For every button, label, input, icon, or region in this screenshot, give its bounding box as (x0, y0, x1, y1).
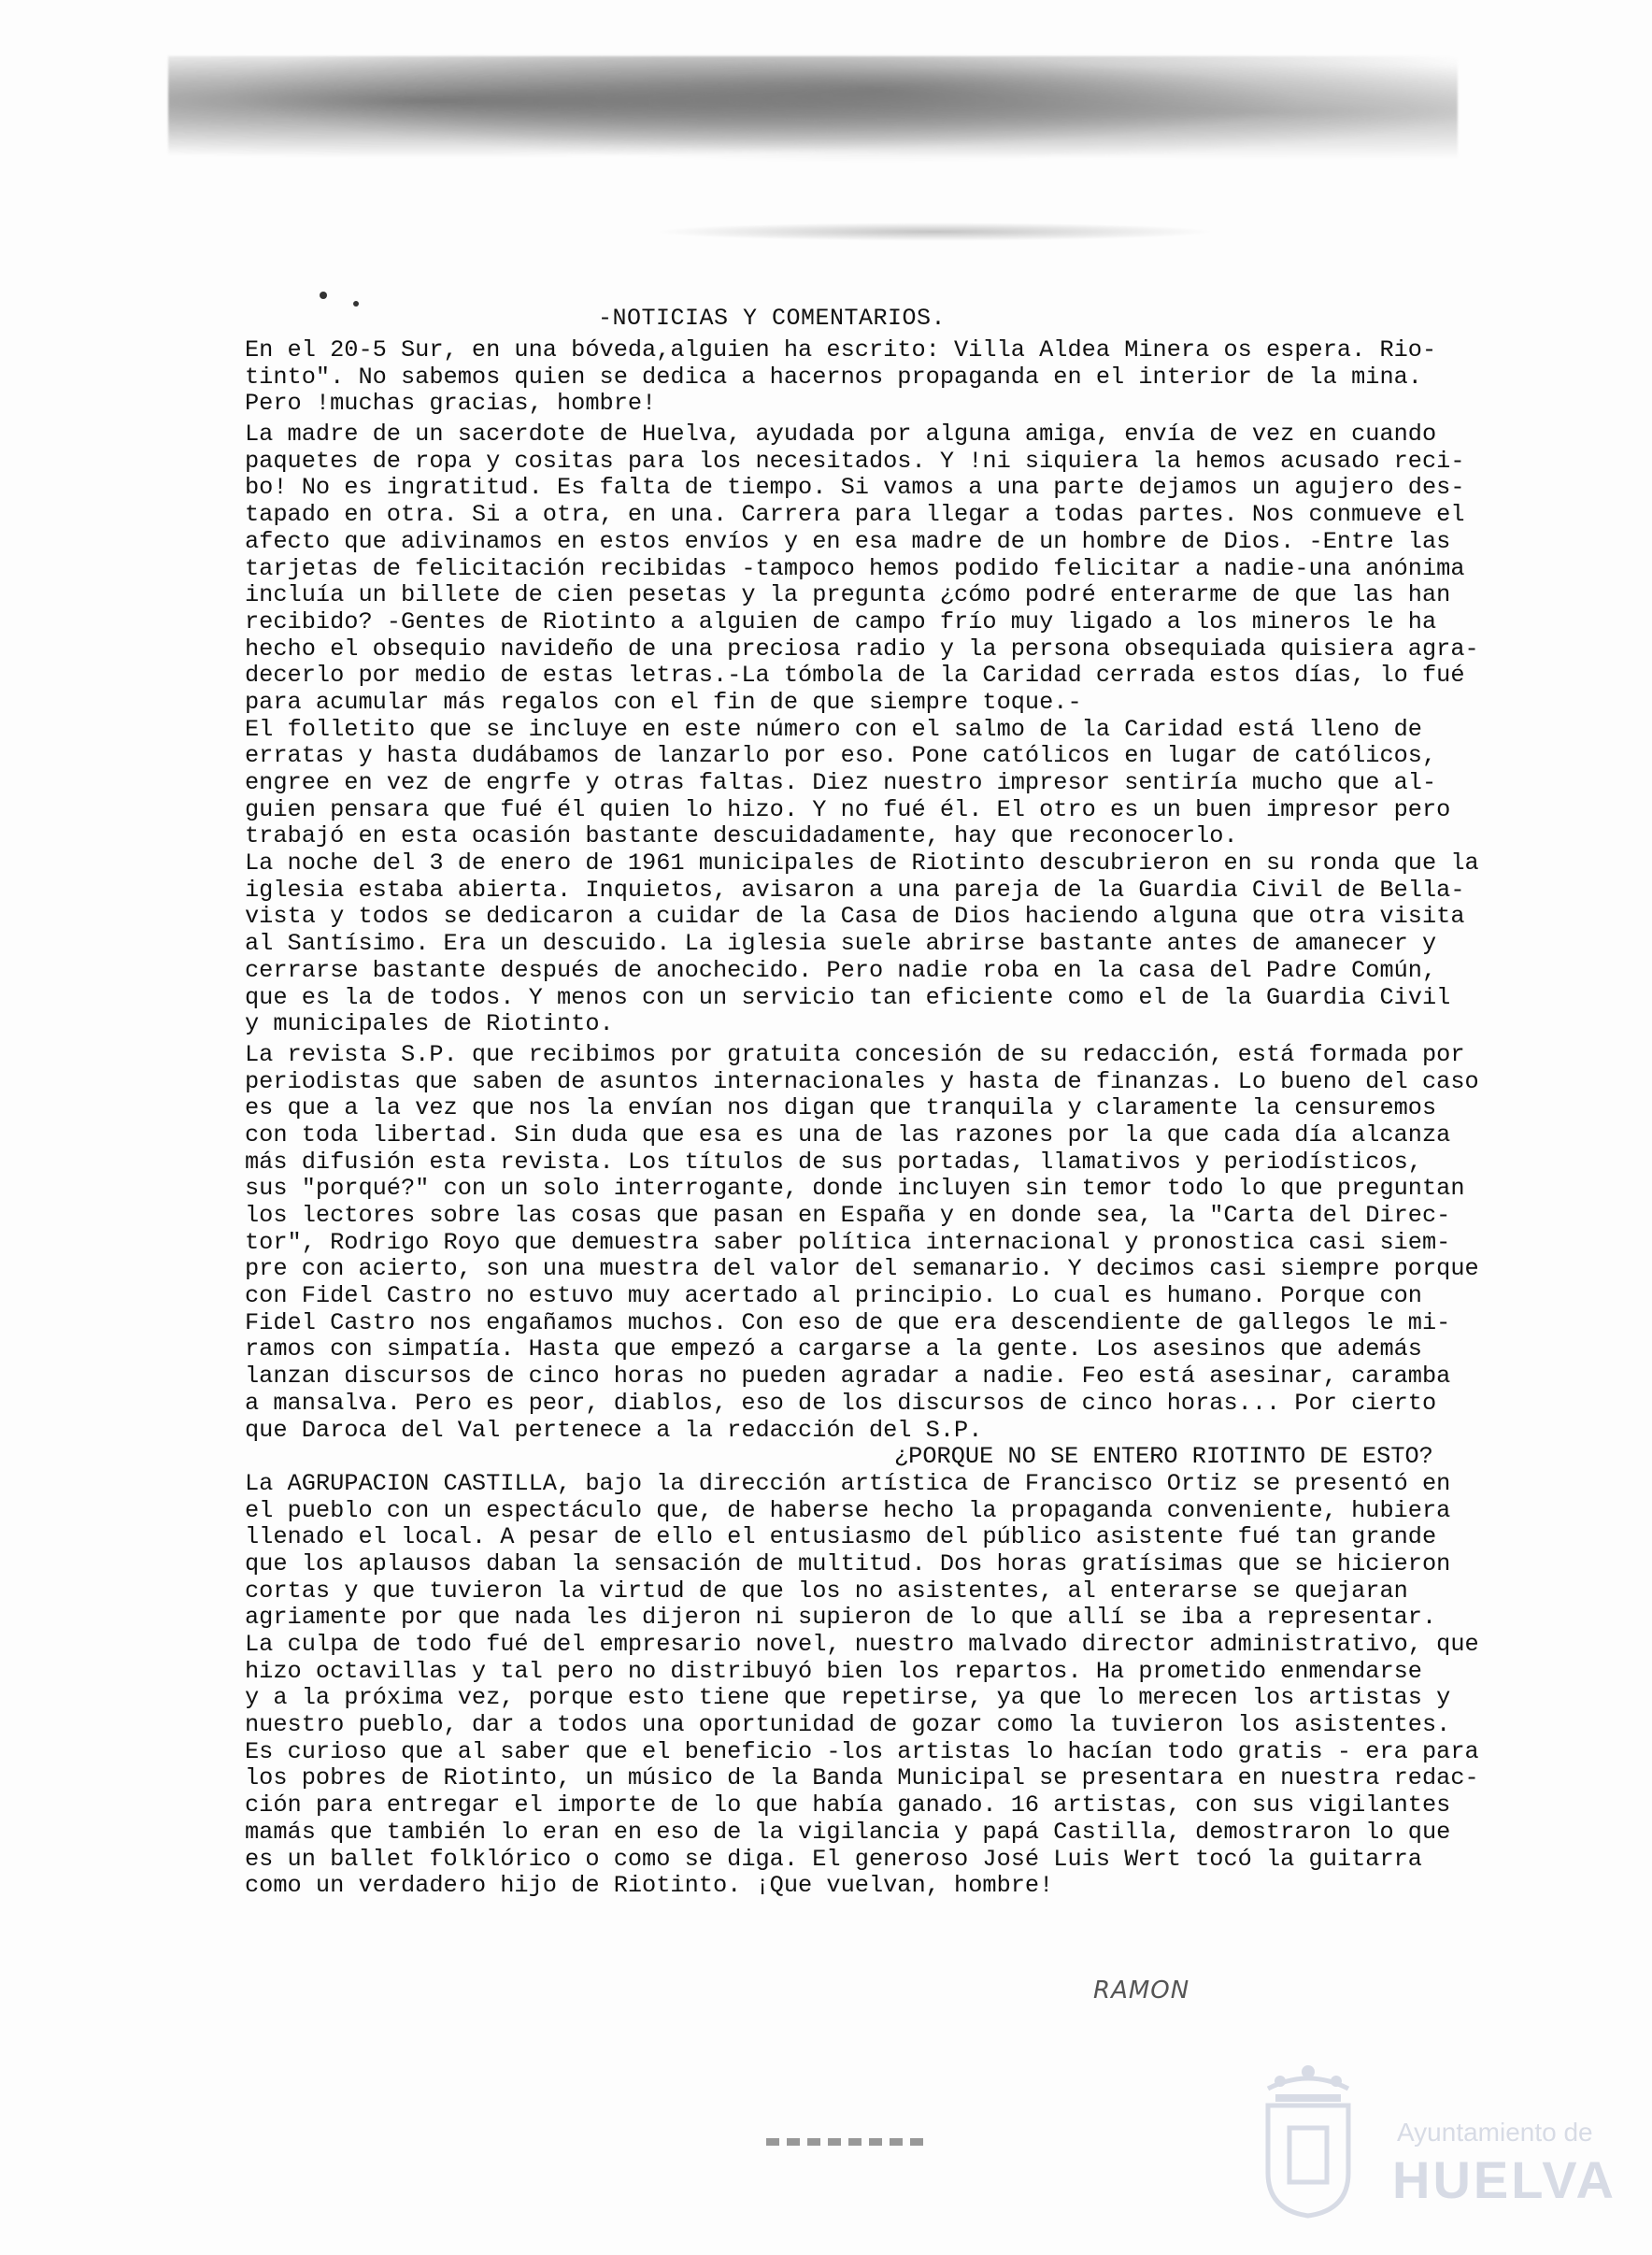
text-line: El folletito que se incluye en este número con el salmo de la Caridad está lleno de (245, 715, 1422, 743)
text-line: sus "porqué?" con un solo interrogante, donde incluyen sin temor todo lo que preguntan (245, 1175, 1465, 1203)
text-line: como un verdadero hijo de Riotinto. ¡Que vuelvan, hombre! (245, 1872, 1054, 1900)
text-line: cerrarse bastante después de anochecido. Pero nadie roba en la casa del Padre Común, (245, 956, 1437, 984)
text-line: agriamente por que nada les dijeron ni supieron de lo que allí se iba a representar. (245, 1604, 1437, 1632)
text-line: nuestro pueblo, dar a todos una oportunidad de gozar como la tuvieron los asistentes. (245, 1711, 1451, 1739)
text-line: al Santísimo. Era un descuido. La iglesia suele abrirse bastante antes de amanecer y (245, 930, 1437, 958)
text-line: tapado en otra. Si a otra, en una. Carrera para llegar a todas partes. Nos conmueve el (245, 501, 1465, 529)
section-subheading: ¿PORQUE NO SE ENTERO RIOTINTO DE ESTO? (894, 1443, 1433, 1471)
text-line: incluía un billete de cien pesetas y la pregunta ¿cómo podré enterarme de que las han (245, 581, 1451, 609)
text-line: que Daroca del Val pertenece a la redacción del S.P. (245, 1416, 983, 1444)
photocopy-smudge (168, 56, 1458, 168)
text-line: el pueblo con un espectáculo que, de haberse hecho la propaganda conveniente, hubiera (245, 1496, 1451, 1524)
text-line: La revista S.P. que recibimos por gratuita concesión de su redacción, está formada por (245, 1040, 1465, 1068)
text-line: cortas y que tuvieron la virtud de que los no asistentes, al enterarse se quejaran (245, 1577, 1408, 1605)
speck (353, 301, 359, 307)
text-line: tor", Rodrigo Royo que demuestra saber política internacional y pronostica casi siem- (245, 1228, 1451, 1256)
text-line: tinto". No sabemos quien se dedica a hacernos propaganda en el interior de la mina. (245, 363, 1422, 391)
text-line: La noche del 3 de enero de 1961 municipales de Riotinto descubrieron en su ronda que la (245, 849, 1479, 878)
text-line: llenado el local. A pesar de ello el entusiasmo del público asistente fué tan grande (245, 1523, 1437, 1551)
text-line: La AGRUPACION CASTILLA, bajo la dirección artística de Francisco Ortiz se presentó en (245, 1469, 1451, 1497)
text-line: La madre de un sacerdote de Huelva, ayudada por alguna amiga, envía de vez en cuando (245, 421, 1437, 449)
text-line: engree en vez de engrfe y otras faltas. Diez nuestro impresor sentiría mucho que al- (245, 769, 1437, 796)
text-line: erratas y hasta dudábamos de lanzarlo por eso. Pone católicos en lugar de católicos, (245, 742, 1437, 770)
text-line: decerlo por medio de estas letras.-La tómbola de la Caridad cerrada estos días, lo fué (245, 662, 1465, 690)
text-line: es un ballet folklórico o como se diga. El generoso José Luis Wert tocó la guitarra (245, 1845, 1422, 1873)
text-line: iglesia estaba abierta. Inquietos, avisaron a una pareja de la Guardia Civil de Bella- (245, 876, 1465, 904)
text-line: afecto que adivinamos en estos envíos y en esa madre de un hombre de Dios. -Entre las (245, 527, 1451, 555)
text-line: más difusión esta revista. Los títulos de sus portadas, llamativos y periodísticos, (245, 1148, 1422, 1176)
speck (320, 292, 327, 299)
text-line: trabajó en esta ocasión bastante descuidadamente, hay que reconocerlo. (245, 822, 1238, 850)
text-line: pre con acierto, son una muestra del valor del semanario. Y decimos casi siempre porque (245, 1255, 1479, 1283)
text-line: La culpa de todo fué del empresario novel, nuestro malvado director administrativo, que (245, 1631, 1479, 1658)
text-line: con Fidel Castro no estuvo muy acertado al principio. Lo cual es humano. Porque con (245, 1282, 1422, 1310)
text-line: hizo octavillas y tal pero no distribuyó bien los repartos. Ha prometido enmendarse (245, 1657, 1422, 1685)
text-line: tarjetas de felicitación recibidas -tampoco hemos podido felicitar a nadie-una anónima (245, 554, 1465, 582)
photocopy-smudge-2 (654, 222, 1215, 241)
signature: RAMON (1093, 1977, 1190, 2005)
text-line: guien pensara que fué él quien lo hizo. Y no fué él. El otro es un buen impresor pero (245, 795, 1451, 823)
text-line: con toda libertad. Sin duda que esa es una de las razones por la que cada día alcanza (245, 1120, 1451, 1149)
footer-dashes (766, 2138, 925, 2146)
city-crest-icon (1257, 2061, 1360, 2219)
text-line: ramos con simpatía. Hasta que empezó a cargarse a la gente. Los asesinos que además (245, 1335, 1422, 1363)
text-line: En el 20-5 Sur, en una bóveda,alguien ha escrito: Villa Aldea Minera os espera. Rio- (245, 336, 1437, 364)
text-line: Es curioso que al saber que el beneficio -los artistas lo hacían todo gratis - era para (245, 1737, 1479, 1765)
text-line: que es la de todos. Y menos con un servicio tan eficiente como el de la Guardia Civil (245, 983, 1451, 1011)
text-line: y municipales de Riotinto. (245, 1010, 614, 1038)
watermark-line2: HUELVA (1392, 2150, 1616, 2209)
text-line: hecho el obsequio navideño de una preciosa radio y la persona obsequiada quisiera agra- (245, 635, 1479, 663)
text-line: y a la próxima vez, porque esto tiene que repetirse, ya que lo merecen los artistas y (245, 1684, 1451, 1712)
text-line: los pobres de Riotinto, un músico de la Banda Municipal se presentara en nuestra redac- (245, 1764, 1479, 1792)
text-line: Fidel Castro nos engañamos muchos. Con eso de que era descendiente de gallegos le mi- (245, 1308, 1451, 1336)
text-line: ción para entregar el importe de lo que había ganado. 16 artistas, con sus vigilantes (245, 1791, 1451, 1820)
text-line: periodistas que saben de asuntos internacionales y hasta de finanzas. Lo bueno del caso (245, 1067, 1479, 1095)
text-line: que los aplausos daban la sensación de multitud. Dos horas gratísimas que se hicieron (245, 1549, 1451, 1577)
text-line: recibido? -Gentes de Riotinto a alguien de campo frío muy ligado a los mineros le ha (245, 607, 1437, 635)
text-line: a mansalva. Pero es peor, diablos, eso de los discursos de cinco horas... Por cierto (245, 1389, 1437, 1417)
text-line: para acumular más regalos con el fin de que siempre toque.- (245, 688, 1082, 716)
text-line: mamás que también lo eran en eso de la vigilancia y papá Castilla, demostraron lo que (245, 1818, 1451, 1846)
text-line: los lectores sobre las cosas que pasan en España y en donde sea, la "Carta del Direc- (245, 1202, 1451, 1229)
page-title: -NOTICIAS Y COMENTARIOS. (598, 305, 947, 332)
text-line: bo! No es ingratitud. Es falta de tiempo. Si vamos a una parte dejamos un agujero des- (245, 474, 1465, 502)
text-line: es que a la vez que nos la envían nos digan que tranquila y claramente la censuremos (245, 1094, 1437, 1122)
watermark-line1: Ayuntamiento de (1397, 2118, 1593, 2147)
text-line: paquetes de ropa y cositas para los necesitados. Y !ni siquiera la hemos acusado reci- (245, 447, 1465, 475)
text-line: lanzan discursos de cinco horas no pueden agradar a nadie. Feo está asesinar, caramba (245, 1363, 1451, 1391)
text-line: vista y todos se dedicaron a cuidar de la Casa de Dios haciendo alguna que otra visita (245, 903, 1465, 931)
text-line: Pero !muchas gracias, hombre! (245, 390, 657, 418)
document-body (245, 337, 1488, 1900)
